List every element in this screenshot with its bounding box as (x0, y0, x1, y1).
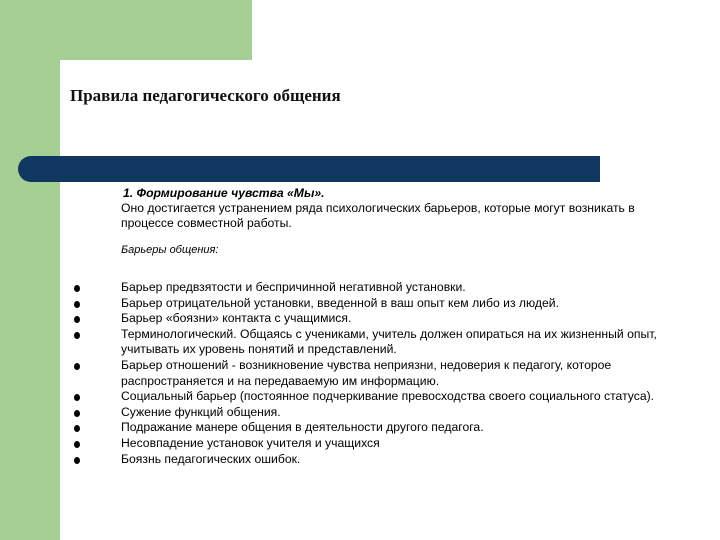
bullet-icon (74, 301, 80, 308)
section-heading: 1. Формирование чувства «Мы». (123, 186, 325, 200)
bullet-icon (74, 457, 80, 464)
slide-title: Правила педагогического общения (70, 86, 341, 105)
list-item-text: Подражание манере общения в деятельности другого педагога. (121, 420, 484, 435)
barriers-title: Барьеры общения: (121, 244, 219, 256)
list-item-text: Терминологический. Общаясь с учениками, учитель должен опираться на их жизненный опыт, учитывать их уровень понятий и представлений. (121, 326, 657, 357)
list-item (121, 389, 691, 405)
list-item-text: Барьер отрицательной установки, введенной в ваш опыт кем либо из людей. (121, 295, 559, 310)
list-item (121, 358, 691, 389)
list-item (121, 280, 691, 296)
list-item (121, 296, 691, 312)
section-text: Оно достигается устранением ряда психологических барьеров, которые могут возникать в процессе совместной работы. (121, 201, 635, 230)
list-item-text: Барьер предвзятости и беспричинной негативной установки. (121, 280, 466, 294)
list-item-text: Барьер отношений - возникновение чувства неприязни, недоверия к педагогу, которое распространяется и на передаваемую им информацию. (121, 357, 612, 388)
bullet-icon (74, 363, 80, 370)
list-item-text: Социальный барьер (постоянное подчеркивание превосходства своего социального статуса). (121, 389, 655, 404)
bullet-icon (74, 441, 80, 448)
list-item-text: Барьер «боязни» контакта с учащимися. (121, 311, 352, 326)
list-item (121, 452, 691, 468)
bullet-icon (74, 410, 80, 417)
bullet-icon (74, 332, 80, 339)
barriers-list (121, 280, 691, 467)
list-item (121, 311, 691, 327)
list-item-text: Боязнь педагогических ошибок. (121, 451, 301, 466)
list-item-text: Сужение функций общения. (121, 404, 281, 419)
list-item (121, 327, 691, 358)
bullet-icon (74, 285, 80, 292)
decorative-green-block-left (0, 0, 60, 540)
list-item (121, 405, 691, 421)
decorative-navy-bar (18, 156, 600, 182)
section-intro (121, 186, 681, 270)
list-item-text: Несовпадение установок учителя и учащихся (121, 435, 380, 450)
list-item (121, 436, 691, 452)
list-item (121, 420, 691, 436)
